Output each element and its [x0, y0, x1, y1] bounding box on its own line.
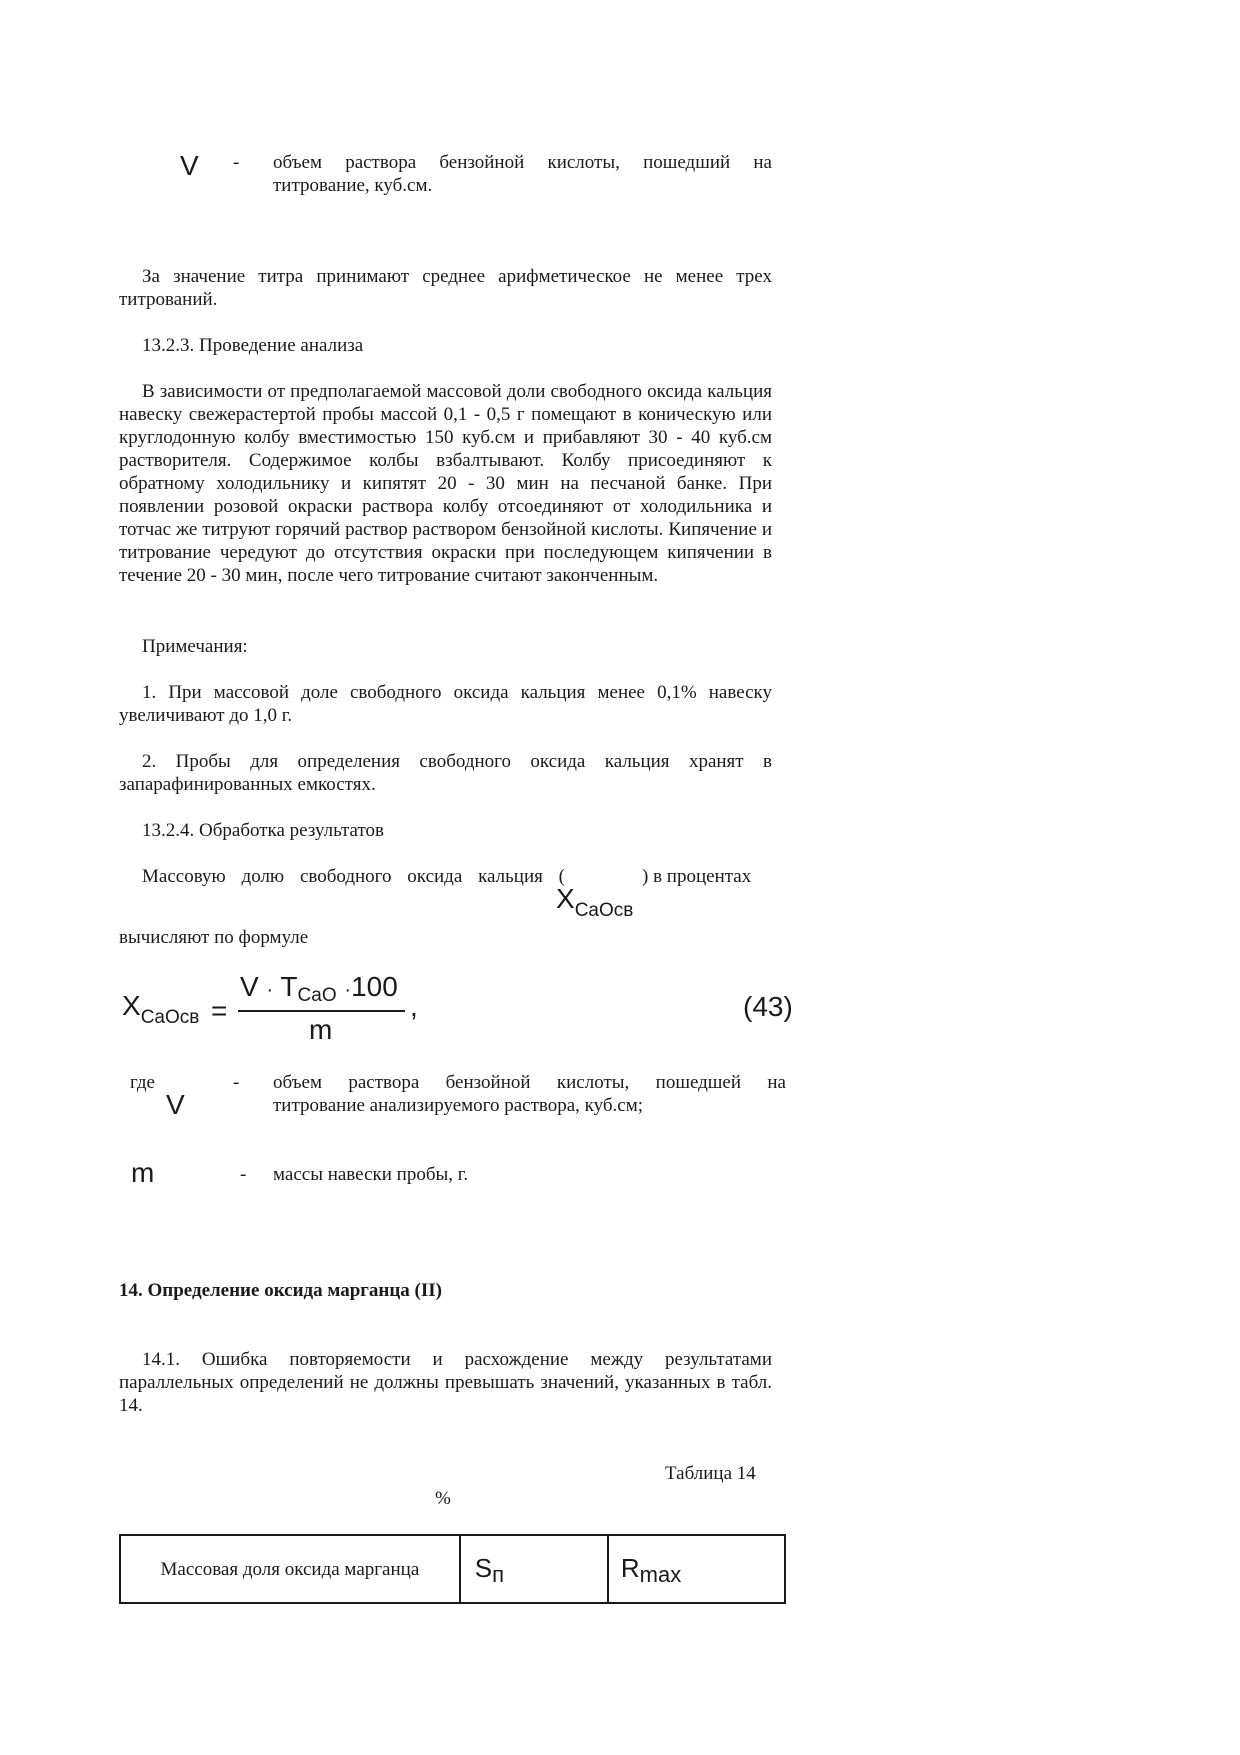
formula-num-100: 100: [351, 971, 398, 1002]
table-header-row: [120, 1535, 785, 1603]
table-header-rmax-sub: max: [639, 1562, 682, 1587]
where-v-line2: титрование анализируемого раствора, куб.см;: [273, 1095, 644, 1116]
formula-equals: =: [211, 995, 228, 1026]
formula-num-v: V: [240, 971, 259, 1002]
v-definition-line1: объем раствора бензойной кислоты, пошедший на: [273, 152, 772, 173]
formula-number: (43): [743, 991, 793, 1022]
formula-denominator: m: [309, 1014, 333, 1045]
table-unit: %: [435, 1488, 451, 1509]
formula-dot-2: ·: [344, 979, 352, 1001]
where-m-dash: -: [240, 1164, 247, 1185]
mass-fraction-text-start: Массовую долю свободного оксида кальция (: [142, 866, 565, 887]
formula-numerator: [240, 970, 398, 1008]
table-14: [119, 1534, 786, 1604]
table-header-rmax-main: R: [620, 1553, 640, 1583]
formula-lhs-main: X: [122, 990, 141, 1021]
formula-lhs: [122, 989, 199, 1027]
where-m-symbol: m: [131, 1157, 155, 1188]
table-caption: Таблица 14: [665, 1463, 756, 1484]
table-header-rmax: [608, 1535, 785, 1603]
analysis-paragraph: В зависимости от предполагаемой массовой доли свободного оксида кальция навеску свежерастертой пробы массой 0,1 - 0,5 г помещают в коническую или круглодонную колбу вместимостью 150 куб.см и прибавляют 30 - 40 куб.см растворителя. Содержимое колбы взбалтывают. Колбу присоединяют к обратному холодильнику и кипятят 20 - 30 мин на песчаной банке. При появлении розовой окраски раствора колбу отсоединяют от холодильника и тотчас же титруют горячий раствор раствором бензойной кислоты. Кипячение и титрование чередуют до отсутствия окраски при последующем кипячении в течение 20 - 30 мин, после чего титрование считают законченным.: [119, 381, 772, 586]
where-v-line1: объем раствора бензойной кислоты, пошедшей на: [273, 1072, 786, 1093]
titer-paragraph: За значение титра принимают среднее арифметическое не менее трех титрований.: [119, 266, 772, 310]
formula-num-t: T: [280, 971, 298, 1002]
formula-num-t-sub: CaO: [297, 985, 337, 1006]
formula-dot-1: ·: [266, 979, 274, 1001]
formula-intro: вычисляют по формуле: [119, 927, 309, 948]
formula-lhs-sub: CaOсв: [140, 1007, 200, 1028]
v-definition-line2: титрование, куб.см.: [273, 175, 433, 196]
formula-fraction-bar: [238, 1010, 405, 1012]
v-symbol: V: [180, 150, 199, 181]
inline-symbol-main: X: [556, 883, 575, 914]
formula-comma: ,: [410, 991, 418, 1022]
table-header-sn-sub: п: [492, 1562, 505, 1587]
inline-symbol-sub: CaOсв: [574, 900, 634, 921]
table-header-sn-main: S: [474, 1553, 493, 1583]
note-2: 2. Пробы для определения свободного оксида кальция хранят в запарафинированных емкостях.: [119, 751, 772, 795]
notes-heading: Примечания:: [142, 636, 248, 657]
section-13-2-4-heading: 13.2.4. Обработка результатов: [142, 820, 385, 841]
where-m-text: массы навески пробы, г.: [273, 1164, 469, 1185]
inline-symbol-x-cao: [556, 882, 633, 920]
note-1: 1. При массовой доле свободного оксида кальция менее 0,1% навеску увеличивают до 1,0 г.: [119, 682, 772, 726]
section-13-2-3-heading: 13.2.3. Проведение анализа: [142, 335, 364, 356]
table-header-mass-fraction: [120, 1535, 460, 1603]
section-14-heading: 14. Определение оксида марганца (II): [119, 1280, 442, 1301]
where-v-symbol: V: [166, 1089, 185, 1120]
where-label: где: [130, 1072, 155, 1093]
where-v-dash: -: [233, 1072, 240, 1093]
v-dash: -: [233, 152, 240, 173]
mass-fraction-text-end: ) в процентах: [642, 866, 752, 887]
paragraph-14-1: 14.1. Ошибка повторяемости и расхождение между результатами параллельных определений не должны превышать значений, указанных в табл. 14.: [119, 1349, 772, 1416]
table-header-sn: [460, 1535, 608, 1603]
table-header-mass-fraction-label: Массовая доля оксида марганца: [160, 1558, 420, 1580]
